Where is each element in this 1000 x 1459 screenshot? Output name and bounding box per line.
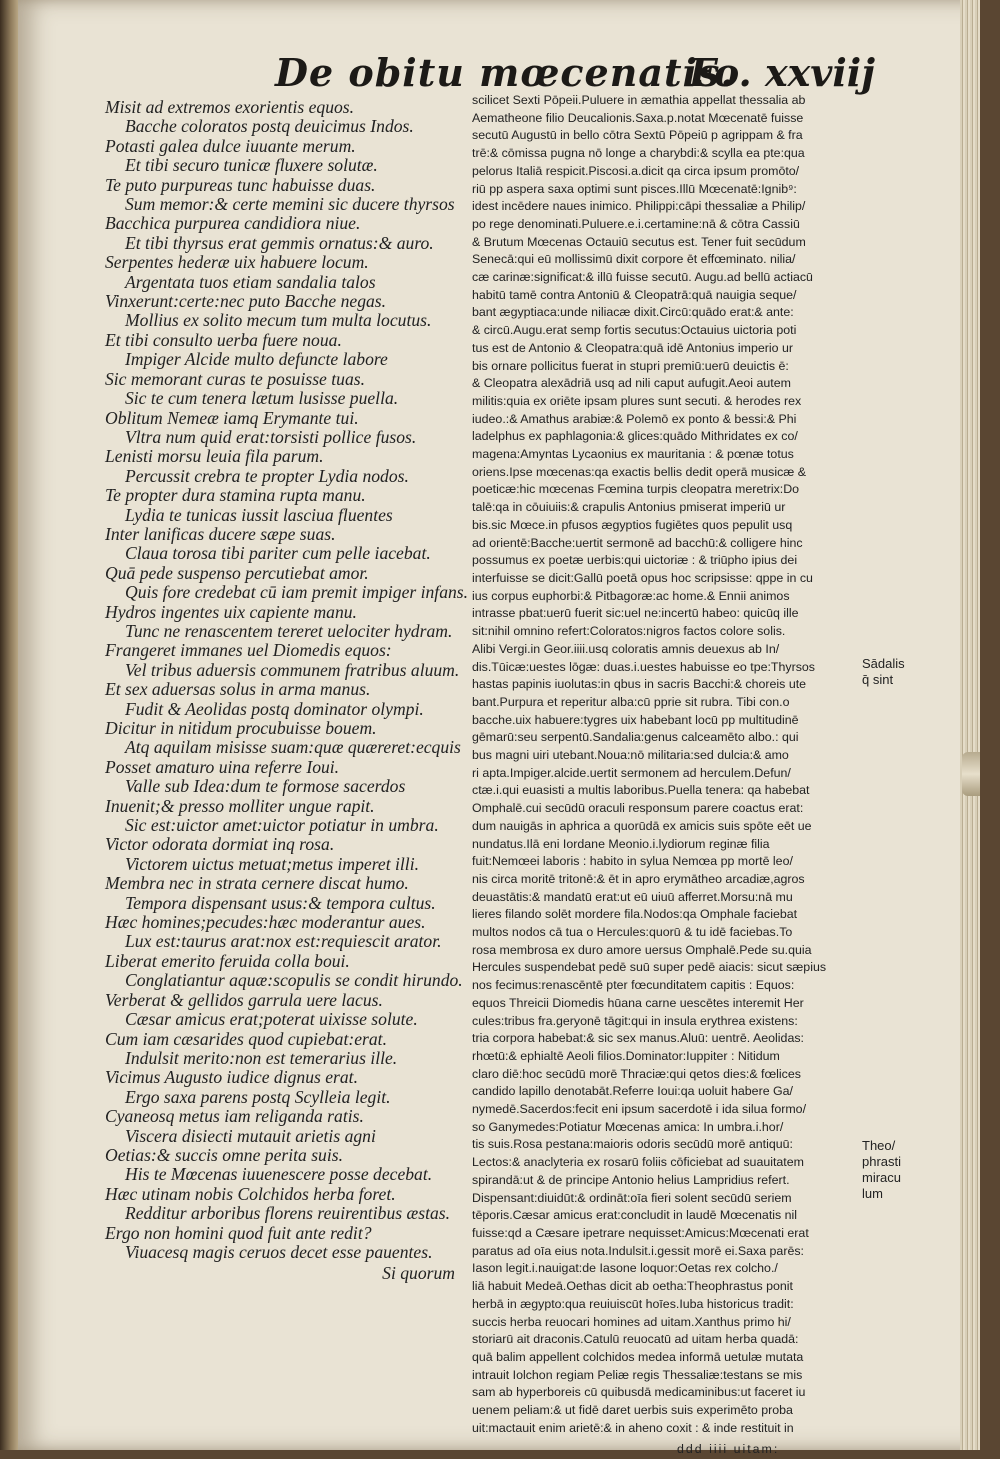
commentary-line: intrasse pbat:uerū fuerit sic:uel ne:incertū habeo: quicūq ille (472, 606, 799, 621)
commentary-line: ad orientē:Bacche:uertit sermonē ad bacchū:& colligere hinc (472, 535, 803, 550)
verse-line: Quā pede suspenso percutiebat amor. (105, 562, 369, 583)
commentary-line: ri apta.Impiger.alcide.uertit sermonem ad herculem.Defun/ (472, 765, 791, 780)
commentary-line: trē:& cōmissa pugna nō longe a charybdi:& scylla ea pte:qua (472, 146, 805, 161)
commentary-line: uenem peliam:& ut fidē daret uerbis suis experimēto proba (472, 1403, 793, 1418)
verse-line: Claua torosa tibi pariter cum pelle iacebat. (125, 543, 431, 564)
verse-line: Tempora dispensant usus:& tempora cultus. (125, 892, 436, 913)
verse-line: Mollius ex solito mecum tum multa locutus. (125, 310, 432, 331)
commentary-line: po rege denominati.Puluere.e.i.certamine:nā & cōtra Cassiū (472, 216, 800, 231)
commentary-line: habitū tamē contra Antoniū & Cleopatrā:quā nauigia seque/ (472, 287, 797, 302)
verse-line: Ergo saxa parens postq Scylleia legit. (125, 1086, 391, 1107)
verse-line: Et sex aduersas solus in arma manus. (105, 679, 371, 700)
catchword: Si quorum (382, 1263, 455, 1284)
commentary-line: riū pp aspera saxa optimi sunt pisces.Illū Mœcenatē:Ignib⁹: (472, 181, 797, 196)
verse-line: Frangeret immanes uel Diomedis equos: (105, 640, 392, 661)
commentary-line: deuastātis:& mandatū erat:ut eū uiuū afferret.Morsu:nā mu (472, 889, 793, 904)
commentary-line: pelorus Italiā respicit.Piscosi.a.dicit qa circa ipsum promōto/ (472, 163, 800, 178)
margin-note-sandalis (862, 656, 905, 688)
verse-line: Viscera disiecti mutauit arietis agni (125, 1125, 376, 1146)
verse-line: Cyaneosq metus iam religanda ratis. (105, 1106, 364, 1127)
verse-line: Fudit & Aeolidas postq dominator olympi. (125, 698, 424, 719)
commentary-line: uit:mactauit enim arietē:& in aheno coxit : & inde restituit in (472, 1420, 794, 1435)
facing-page-edge (0, 0, 18, 1450)
commentary-line: nos fecimus:renascēntē pter fœcunditatem capitis : Equos: (472, 978, 795, 993)
commentary-line: sam ab hyperboreis cū quibusdā medicaminibus:ut faceret iu (472, 1385, 806, 1400)
verse-line: Liberat emerito feruida colla boui. (105, 950, 350, 971)
verse-line: Te puto purpureas tunc habuisse duas. (105, 174, 376, 195)
verse-line: Ergo non homini quod fuit ante redit? (105, 1222, 372, 1243)
verse-line: Valle sub Idea:dum te formose sacerdos (125, 776, 406, 797)
commentary-line: tēporis.Cæsar amicus erat:concludit in laudē Mœcenatis nil (472, 1208, 798, 1223)
commentary-line: rosa membrosa ex duro amore uersus Omphalē.Pede su.quia (472, 942, 812, 957)
verse-line: Sic memorant curas te posuisse tuas. (105, 368, 365, 389)
commentary-line: sit:nihil omnino refert:Coloratos:nigros factos colore solis. (472, 624, 786, 639)
commentary-line: Hercules suspendebat pedē suū super pedē aiacis: sicut sæpius (472, 960, 827, 975)
commentary-line: dum nauigās in aphrica a quorūdā ex amicis suis spōte eēt ue (472, 818, 812, 833)
commentary-line: idest incēdere naues inimico. Philippi:cāpi thessaliæ a Philip/ (472, 199, 806, 214)
commentary-line: equos Threicii Diomedis hūana carne uescētes interemit Her (472, 995, 804, 1010)
verse-line: Te propter dura stamina rupta manu. (105, 485, 366, 506)
commentary-line: bant.Purpura et reperitur alba:cū pprie sit rubra. Tibi con.o (472, 694, 790, 709)
commentary-line: hastas papinis iuolutas:in qbus in sacris Bacchi:& choreis ute (472, 677, 807, 692)
verse-line: Oetias:& succis omne perita suis. (105, 1144, 343, 1165)
commentary-line: Lectos:& anaclyteria ex rosarū foliis cōficiebat ad suauitatem (472, 1155, 804, 1170)
commentary-line: claro diē:hoc secūdū morē Thraciæ:qui qetos dies:& fœlices (472, 1066, 801, 1081)
verse-line: Victorem uictus metuat;metus imperet illi. (125, 853, 419, 874)
verse-line: Percussit crebra te propter Lydia nodos. (125, 465, 409, 486)
commentary-line: paratus ad oīa eius nota.Indulsit.i.gessit morē ei.Saxa parēs: (472, 1243, 804, 1258)
commentary-line: oriens.Ipse mœcenas:qa exactis bellis dedit operā musicæ & (472, 464, 807, 479)
verse-line: Impiger Alcide multo defuncte labore (125, 349, 388, 370)
commentary-line: bis.sic Mœce.in pfusos ægyptios fugiētes quos pepulit usq (472, 517, 793, 532)
page-stack-edge (960, 0, 980, 1450)
commentary-line: ladelphus ex paphlagonia:& glices:quādo Mithridates ex co/ (472, 429, 798, 444)
verse-line: Vinxerunt:certe:nec puto Bacche negas. (105, 291, 387, 312)
verse-line: Et tibi consulto uerba fuere noua. (105, 329, 342, 350)
commentary-line: Alibi Vergi.in Geor.iiii.usq coloratis amnis deuexus ab In/ (472, 641, 780, 656)
commentary-line: Aematheone filio Deucalionis.Saxa.p.notat Mœcenatē fuisse (472, 110, 804, 125)
verse-line: Hydros ingentes uix capiente manu. (105, 601, 357, 622)
verse-line: Cæsar amicus erat;poterat uixisse solute. (125, 1009, 418, 1030)
verse-line: Cum iam cæsarides quod cupiebat:erat. (105, 1028, 387, 1049)
commentary-line: Senecā:qui eū mollissimū dixit corpore ēt effœminato. nilia/ (472, 252, 796, 267)
commentary-line: fuit:Nemœei laboris : habito in sylua Nemœa pp mortē leo/ (472, 854, 793, 869)
margin-note-line: Sādalis (862, 656, 905, 671)
commentary-line: possumus ex poetæ uerbis:qui uictoriæ : & triūpho ipius dei (472, 553, 798, 568)
verse-line: Atq aquilam misisse suam:quæ quæreret:ecquis (125, 737, 461, 758)
commentary-line: nundatus.Ilā eni Iordane Meonio.i.lydiorum reginæ filia (472, 836, 770, 851)
commentary-line: militis:quia ex oriēte ipsam plures sunt secuti. & herodes rex (472, 393, 802, 408)
verse-line: Conglatiantur aquæ:scopulis se condit hirundo. (125, 970, 463, 991)
verse-line: Bacchica purpurea candidiora niue. (105, 213, 361, 234)
verse-line: Inter lanificas ducere sæpe suas. (105, 523, 336, 544)
commentary-line: tus est de Antonio & Cleopatra:quā idē Antonius imperio ur (472, 340, 793, 355)
commentary-line: nis circa moritē tritonē:& ēt in apro erymātheo arcadiæ,agros (472, 871, 805, 886)
commentary-line: bis ornare pollicitus fuerat in stupri premiū:uerū deuictis ē: (472, 358, 789, 373)
page-title: De obitu mœcenatis. (275, 50, 735, 95)
verse-column (105, 97, 469, 1284)
commentary-line: so Ganymedes:Potiatur Mœcenas amica: In umbra.i.hor/ (472, 1119, 784, 1134)
verse-line: Oblitum Nemeæ iamq Erymante tui. (105, 407, 359, 428)
commentary-line: succis herba reuocari homines ad uitam.Xanthus primo hi/ (472, 1314, 791, 1329)
commentary-line: intrauit Iolchon regiam Peliæ regis Thessaliæ:testans se mis (472, 1367, 803, 1382)
verse-line: Verberat & gellidos garrula uere lacus. (105, 989, 383, 1010)
commentary-line: multos nodos cā tua o Hercules:quorū & tu idē faciebas.To (472, 925, 793, 940)
verse-line: Hæc utinam nobis Colchidos herba foret. (105, 1183, 396, 1204)
commentary-line: spirandā:ut & de principe Antonio helius Lampridius refert. (472, 1172, 790, 1187)
commentary-line: scilicet Sexti Pōpeii.Puluere in æmathia appellat thessalia ab (472, 93, 806, 107)
commentary-line: storiarū ait draconis.Catulū reuocatū ad uitam herba quadā: (472, 1332, 799, 1347)
verse-line: Dicitur in nitidum procubuisse bouem. (105, 718, 377, 738)
verse-line: Lenisti morsu leuia fila parum. (105, 446, 324, 467)
commentary-line: bant ægyptiaca:unde niliacæ dixit.Circū:quādo erat:& ante: (472, 305, 794, 320)
commentary-line: ctæ.i.qui euasisti a multis laboribus.Puella tenera: qa habebat (472, 783, 810, 798)
verse-line: Inuenit;& presso molliter ungue rapit. (105, 795, 375, 816)
verse-line: Quis fore credebat cū iam premit impiger infans. (125, 582, 469, 603)
verse-line: Redditur arboribus florens reuirentibus æstas. (125, 1203, 451, 1224)
commentary-line: ius corpus euphorbi:& Pitbagoræ:ac home.& Ennii animos (472, 588, 790, 603)
verse-line: Vicimus Augusto iudice dignus erat. (105, 1067, 358, 1088)
commentary-line: cules:tribus fra.geryonē tāgit:qui in insula erythrea existens: (472, 1013, 798, 1028)
verse-line: Hæc homines;pecudes:hæc moderantur aues. (105, 912, 426, 933)
verse-line: Et tibi thyrsus erat gemmis ornatus:& auro. (125, 232, 434, 253)
verse-line: Et tibi securo tunicæ fluxere solutæ. (125, 155, 378, 176)
folio-number: Fo. xxviij (688, 50, 875, 95)
verse-line: Serpentes hederæ uix habuere locum. (105, 252, 369, 273)
commentary-line: candido lapillo denotabāt.Referre Ioui:qa uoluit habere Ga/ (472, 1084, 794, 1099)
signature-mark: ddd iiii uitam: (677, 1442, 780, 1457)
commentary-line: herbā in ægypto:qua reuiuiscūt hoīes.Iuba historicus tradit: (472, 1296, 794, 1311)
verse-line: Indulsit merito:non est temerarius ille. (125, 1047, 398, 1068)
commentary-line: Omphalē.cui secūdū oraculi responsum parere coactus erat: (472, 801, 804, 816)
verse-line: Sic te cum tenera lætum lusisse puella. (125, 388, 399, 409)
verse-line: Sum memor:& certe memini sic ducere thyrsos (125, 194, 455, 215)
commentary-line: & Cleopatra alexādriā usq ad nili caput aufugit.Aeoi autem (472, 376, 791, 391)
verse-line: Membra nec in strata cernere discat humo. (105, 873, 409, 894)
commentary-line: poeticæ:hic mœcenas Fœmina turpis cleopatra meretrix:Do (472, 482, 800, 497)
commentary-line: magena:Amyntas Lycaonius ex mauritania : & pœnæ totus (472, 447, 794, 462)
verse-line: Potasti galea dulce iuuante merum. (105, 135, 356, 156)
verse-line: Posset amaturo uina referre Ioui. (105, 756, 340, 777)
verse-line: Sic est:uictor amet:uictor potiatur in umbra. (125, 815, 439, 836)
margin-note-line: lum (862, 1186, 883, 1201)
commentary-line: bus magni uiri utebant.Noua:nō militaria:sed dulcia:& amo (472, 748, 789, 763)
verse-line: Lux est:taurus arat:nox est:requiescit arator. (125, 931, 442, 952)
margin-note-line: Theo/ (862, 1138, 896, 1153)
verse-line: Misit ad extremos exorientis equos. (105, 97, 355, 117)
commentary-line: secutū Augustū in bello cōtra Sextū Pōpeiū p agrippam & fra (472, 128, 803, 143)
commentary-column (472, 92, 854, 1459)
commentary-line: bacche.uix habuere:tygres uix habebant locū pp multitudinē (472, 712, 799, 727)
verse-line: Tunc ne renascentem tereret uelociter hydram. (125, 620, 453, 641)
commentary-line: quā balim appellent colchidos medea informā uetulæ mutata (472, 1349, 804, 1364)
commentary-line: iudeo.:& Amathus arabiæ:& Polemō ex ponto & bessi:& Phi (472, 411, 797, 426)
verse-line: Vel tribus aduersis communem fratribus aluum. (125, 659, 460, 680)
commentary-line: gēmarū:seu serpentū.Sandalia:genus calceamēto albo.: qui (472, 730, 799, 745)
commentary-line: nymedē.Sacerdos:fecit eni ipsum sacerdotē i ida silua formo/ (472, 1102, 807, 1117)
margin-note-line: miracu (862, 1170, 902, 1185)
commentary-line: lieres filando solēt mordere fila.Nodos:qa Omphale faciebat (472, 907, 798, 922)
verse-line: Argentata tuos etiam sandalia talos (125, 271, 376, 292)
commentary-line: Iason legit.i.nauigat:de Iasone loquor:Oetas rex colcho./ (472, 1261, 778, 1276)
verse-line: Bacche coloratos postq deuicimus Indos. (125, 116, 414, 137)
commentary-line: fuisse:qd a Cæsare ipetrare nequisset:Amicus:Mœcenati erat (472, 1226, 809, 1240)
commentary-line: dis.Tūicæ:uestes lōgæ: duas.i.uestes habuisse eo tpe:Thyrsos (472, 659, 815, 674)
margin-note-theophrasti (862, 1138, 901, 1202)
commentary-line: tria corpora habebat:& sic sex manus.Aluū: uentrē. Aeolidas: (472, 1031, 804, 1046)
commentary-line: interfuisse se dicit:Gallū poetā opus hoc scripsisse: qppe in cu (472, 570, 813, 585)
commentary-line: rhœtū:& ephialtē Aeoli filios.Dominator:Iuppiter : Nitidum (472, 1048, 780, 1063)
page-tab (962, 752, 980, 796)
commentary-line: tis suis.Rosa pestana:maioris odoris secūdū morē antiquū: (472, 1137, 793, 1152)
commentary-line: talē:qa in cōuiuiis:& crapulis Antonius pmiserat imperiū ur (472, 500, 786, 515)
commentary-line: & Brutum Mœcenas Octauiū secutus est. Tener fuit secūdum (472, 234, 806, 249)
verse-line: Viuacesq magis ceruos decet esse pauentes. (125, 1241, 433, 1262)
commentary-line: liā habuit Medeā.Oethas dicit ab oetha:Theophrastus ponit (472, 1279, 793, 1294)
verse-line: Vltra num quid erat:torsisti pollice fusos. (125, 426, 417, 447)
commentary-line: & circū.Augu.erat semp fortis secutus:Octauius uictoria poti (472, 323, 797, 338)
margin-note-line: q̄ sint (862, 672, 894, 687)
running-header (275, 48, 875, 98)
commentary-line: cæ carinæ:significat:& illū fuisse secutū. Augu.ad bellū actiacū (472, 270, 813, 285)
margin-note-line: phrasti (862, 1154, 902, 1169)
verse-line: Victor odorata dormiat inq rosa. (105, 834, 335, 855)
verse-line: Lydia te tunicas iussit lasciua fluentes (125, 504, 393, 525)
commentary-line: Dispensant:diuidūt:& ordināt:oīa fieri solent secūdū seriem (472, 1190, 792, 1205)
verse-line: His te Mœcenas iuuenescere posse decebat. (125, 1164, 433, 1185)
